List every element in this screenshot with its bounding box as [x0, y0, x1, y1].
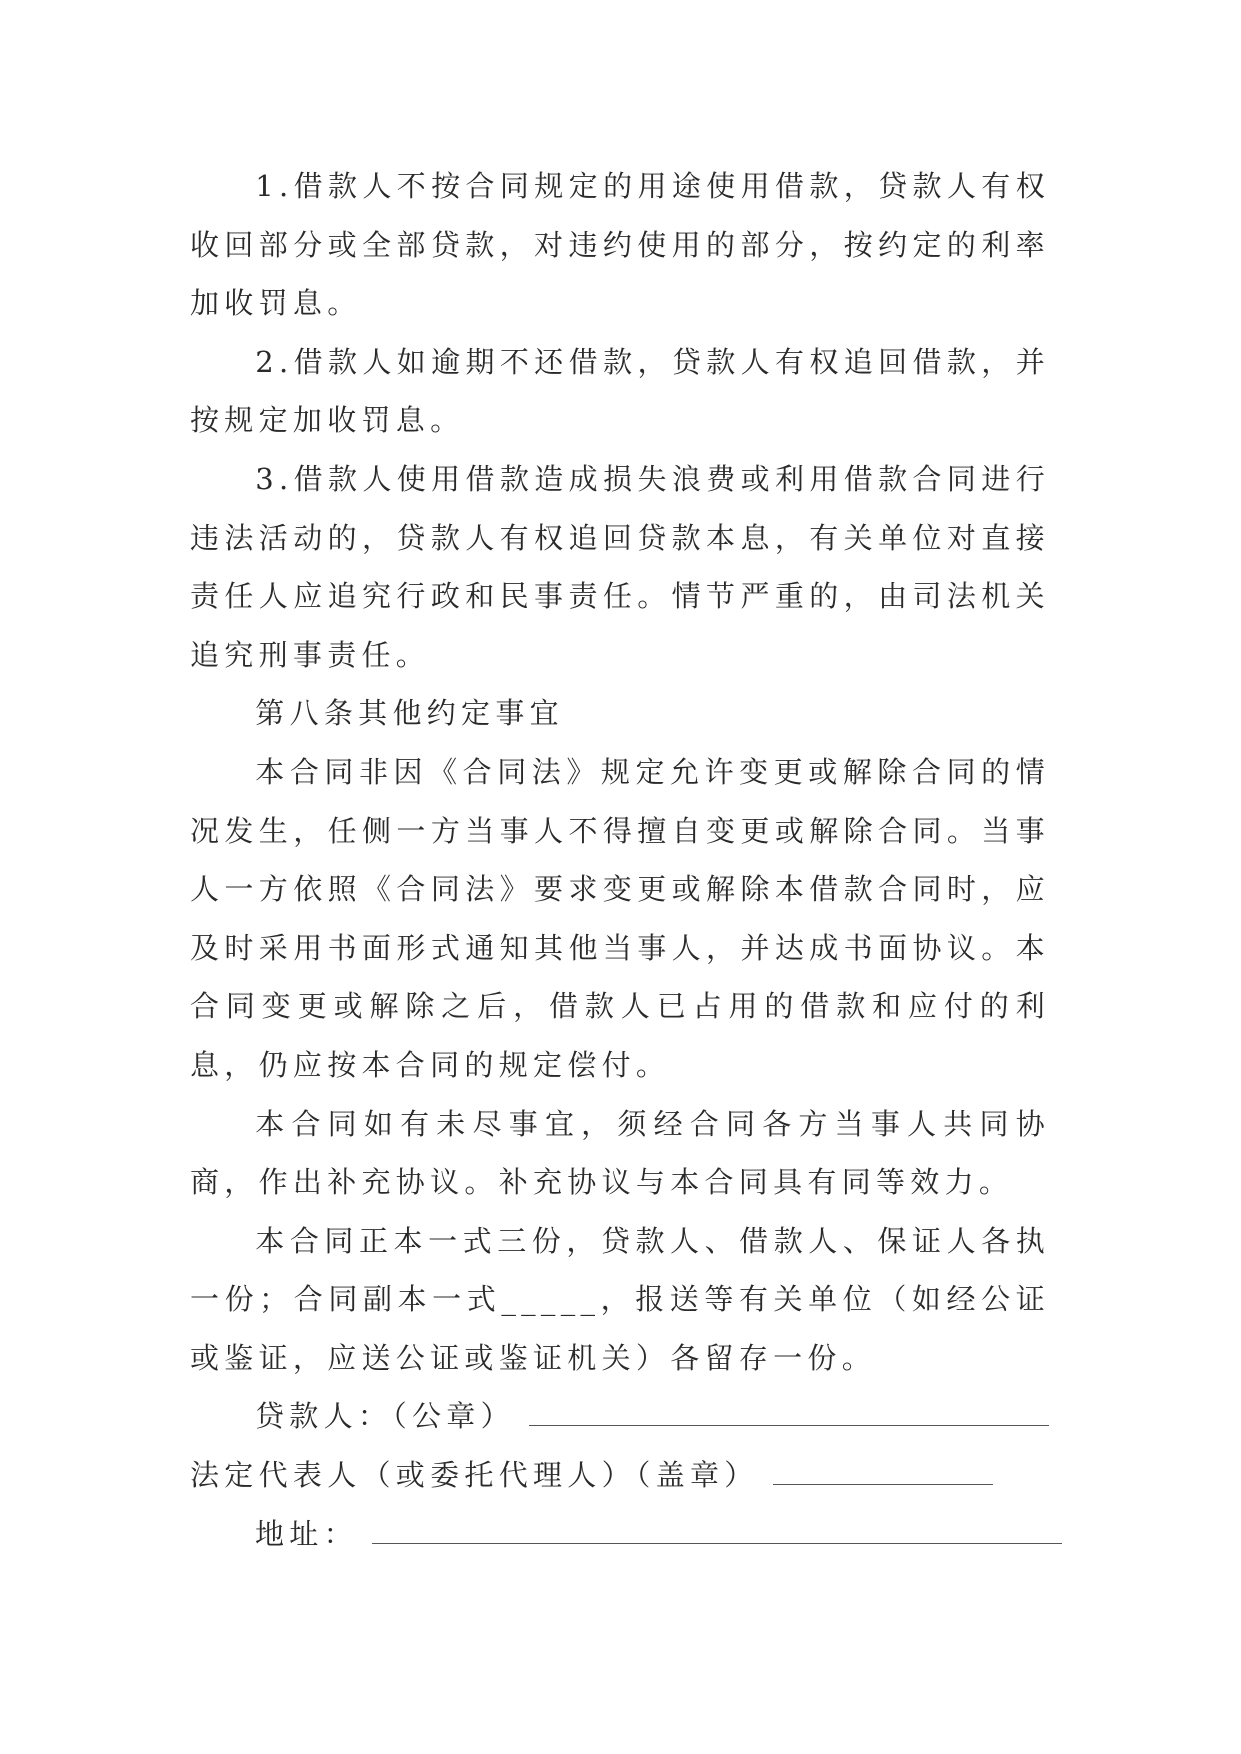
- lender-blank: [529, 1391, 1049, 1426]
- lender-label: 贷款人：（公章）: [255, 1399, 515, 1434]
- address-label: 地址：: [255, 1516, 358, 1551]
- section-heading-article-8: 第八条其他约定事宜: [255, 696, 564, 731]
- representative-signature-line: [190, 1446, 1050, 1505]
- paragraph-copies: 本合同正本一式三份，贷款人、借款人、保证人各执一份；合同副本一式_____，报送等有关单位（如经公证或鉴证，应送公证或鉴证机关）各留存一份。: [190, 1223, 1050, 1375]
- paragraph-clause-1: 1.借款人不按合同规定的用途使用借款，贷款人有权收回部分或全部贷款，对违约使用的部分，按约定的利率加收罚息。: [190, 169, 1050, 321]
- paragraph-clause-3: 3.借款人使用借款造成损失浪费或利用借款合同进行违法活动的，贷款人有权追回贷款本息，有关单位对直接责任人应追究行政和民事责任。情节严重的，由司法机关追究刑事责任。: [190, 461, 1050, 672]
- lender-signature-line: [190, 1387, 1050, 1446]
- paragraph-modification: 本合同非因《合同法》规定允许变更或解除合同的情况发生，任侧一方当事人不得擅自变更或解除合同。当事人一方依照《合同法》要求变更或解除本借款合同时，应及时采用书面形式通知其他当事人，并达成书面协议。本合同变更或解除之后，借款人已占用的借款和应付的利息，仍应按本合同的规定偿付。: [190, 754, 1050, 1082]
- paragraph-supplement: 本合同如有未尽事宜，须经合同各方当事人共同协商，作出补充协议。补充协议与本合同具有同等效力。: [190, 1106, 1050, 1200]
- address-line: [190, 1505, 1050, 1564]
- representative-label: 法定代表人（或委托代理人）（盖章）: [190, 1458, 759, 1493]
- document-body: [190, 157, 1050, 1563]
- representative-blank: [773, 1450, 993, 1485]
- address-blank: [372, 1509, 1062, 1544]
- paragraph-clause-2: 2.借款人如逾期不还借款，贷款人有权追回借款，并按规定加收罚息。: [190, 344, 1050, 438]
